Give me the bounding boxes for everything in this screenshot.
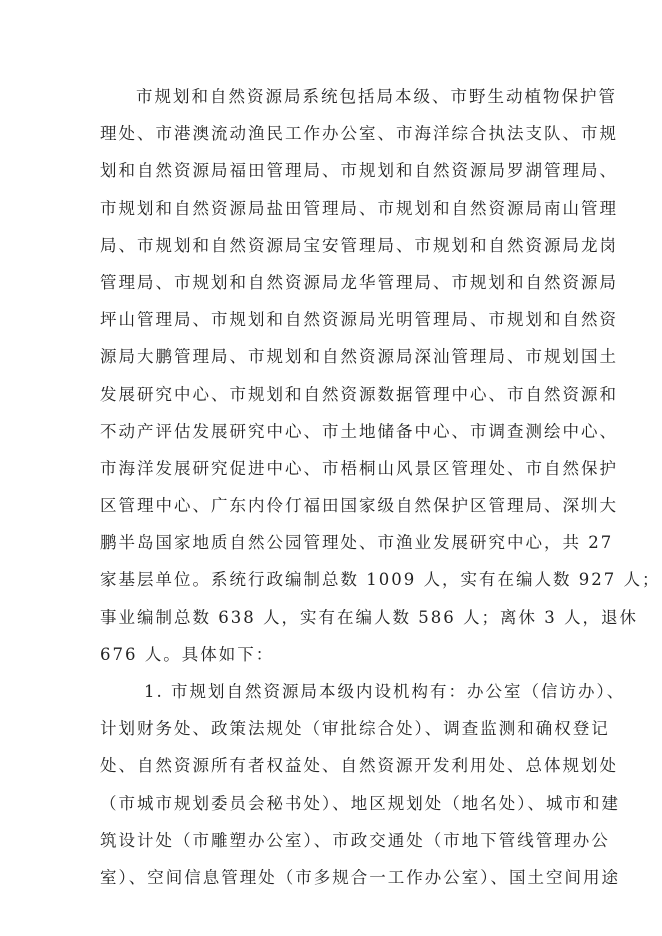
- text-line: 市海洋发展研究促进中心、市梧桐山风景区管理处、市自然保护: [100, 458, 618, 478]
- text-line: 区管理中心、广东内伶仃福田国家级自然保护区管理局、深圳大: [100, 496, 618, 516]
- text-line: 划和自然资源局福田管理局、市规划和自然资源局罗湖管理局、: [100, 161, 618, 181]
- text-line: 计划财务处、政策法规处（审批综合处）、调查监测和确权登记: [100, 719, 610, 739]
- text-line: 室）、空间信息管理处（市多规合一工作办公室）、国土空间用途: [100, 867, 620, 887]
- text-line: 管理局、市规划和自然资源局龙华管理局、市规划和自然资源局: [100, 272, 618, 292]
- text-line: 坪山管理局、市规划和自然资源局光明管理局、市规划和自然资: [100, 310, 618, 330]
- text-line: 处、自然资源所有者权益处、自然资源开发利用处、总体规划处: [100, 756, 618, 776]
- text-line: 事业编制总数 638 人，实有在编人数 586 人；离休 3 人，退休: [100, 607, 638, 627]
- text-line: 不动产评估发展研究中心、市土地储备中心、市调查测绘中心、: [100, 421, 618, 441]
- text-line: 局、市规划和自然资源局宝安管理局、市规划和自然资源局龙岗: [100, 235, 618, 255]
- text-line: 676 人。具体如下：: [100, 644, 275, 664]
- text-line: 鹏半岛国家地质自然公园管理处、市渔业发展研究中心，共 27: [100, 533, 614, 553]
- text-line: 家基层单位。系统行政编制总数 1009 人，实有在编人数 927 人；: [100, 570, 661, 590]
- text-line: （市城市规划委员会秘书处）、地区规划处（地名处）、城市和建: [100, 793, 620, 813]
- text-line: 市规划和自然资源局盐田管理局、市规划和自然资源局南山管理: [100, 198, 618, 218]
- text-line: 筑设计处（市雕塑办公室）、市政交通处（市地下管线管理办公: [100, 830, 610, 850]
- text-line: 市规划和自然资源局系统包括局本级、市野生动植物保护管: [136, 87, 617, 106]
- text-line: 理处、市港澳流动渔民工作办公室、市海洋综合执法支队、市规: [100, 124, 618, 144]
- text-line: 发展研究中心、市规划和自然资源数据管理中心、市自然资源和: [100, 384, 618, 404]
- paragraph-internal-departments: [100, 680, 626, 903]
- text-line: 1. 市规划自然资源局本级内设机构有：办公室（信访办）、: [144, 682, 626, 701]
- paragraph-overview: [100, 85, 661, 680]
- document-page: [100, 85, 661, 903]
- text-line: 源局大鹏管理局、市规划和自然资源局深汕管理局、市规划国土: [100, 347, 618, 367]
